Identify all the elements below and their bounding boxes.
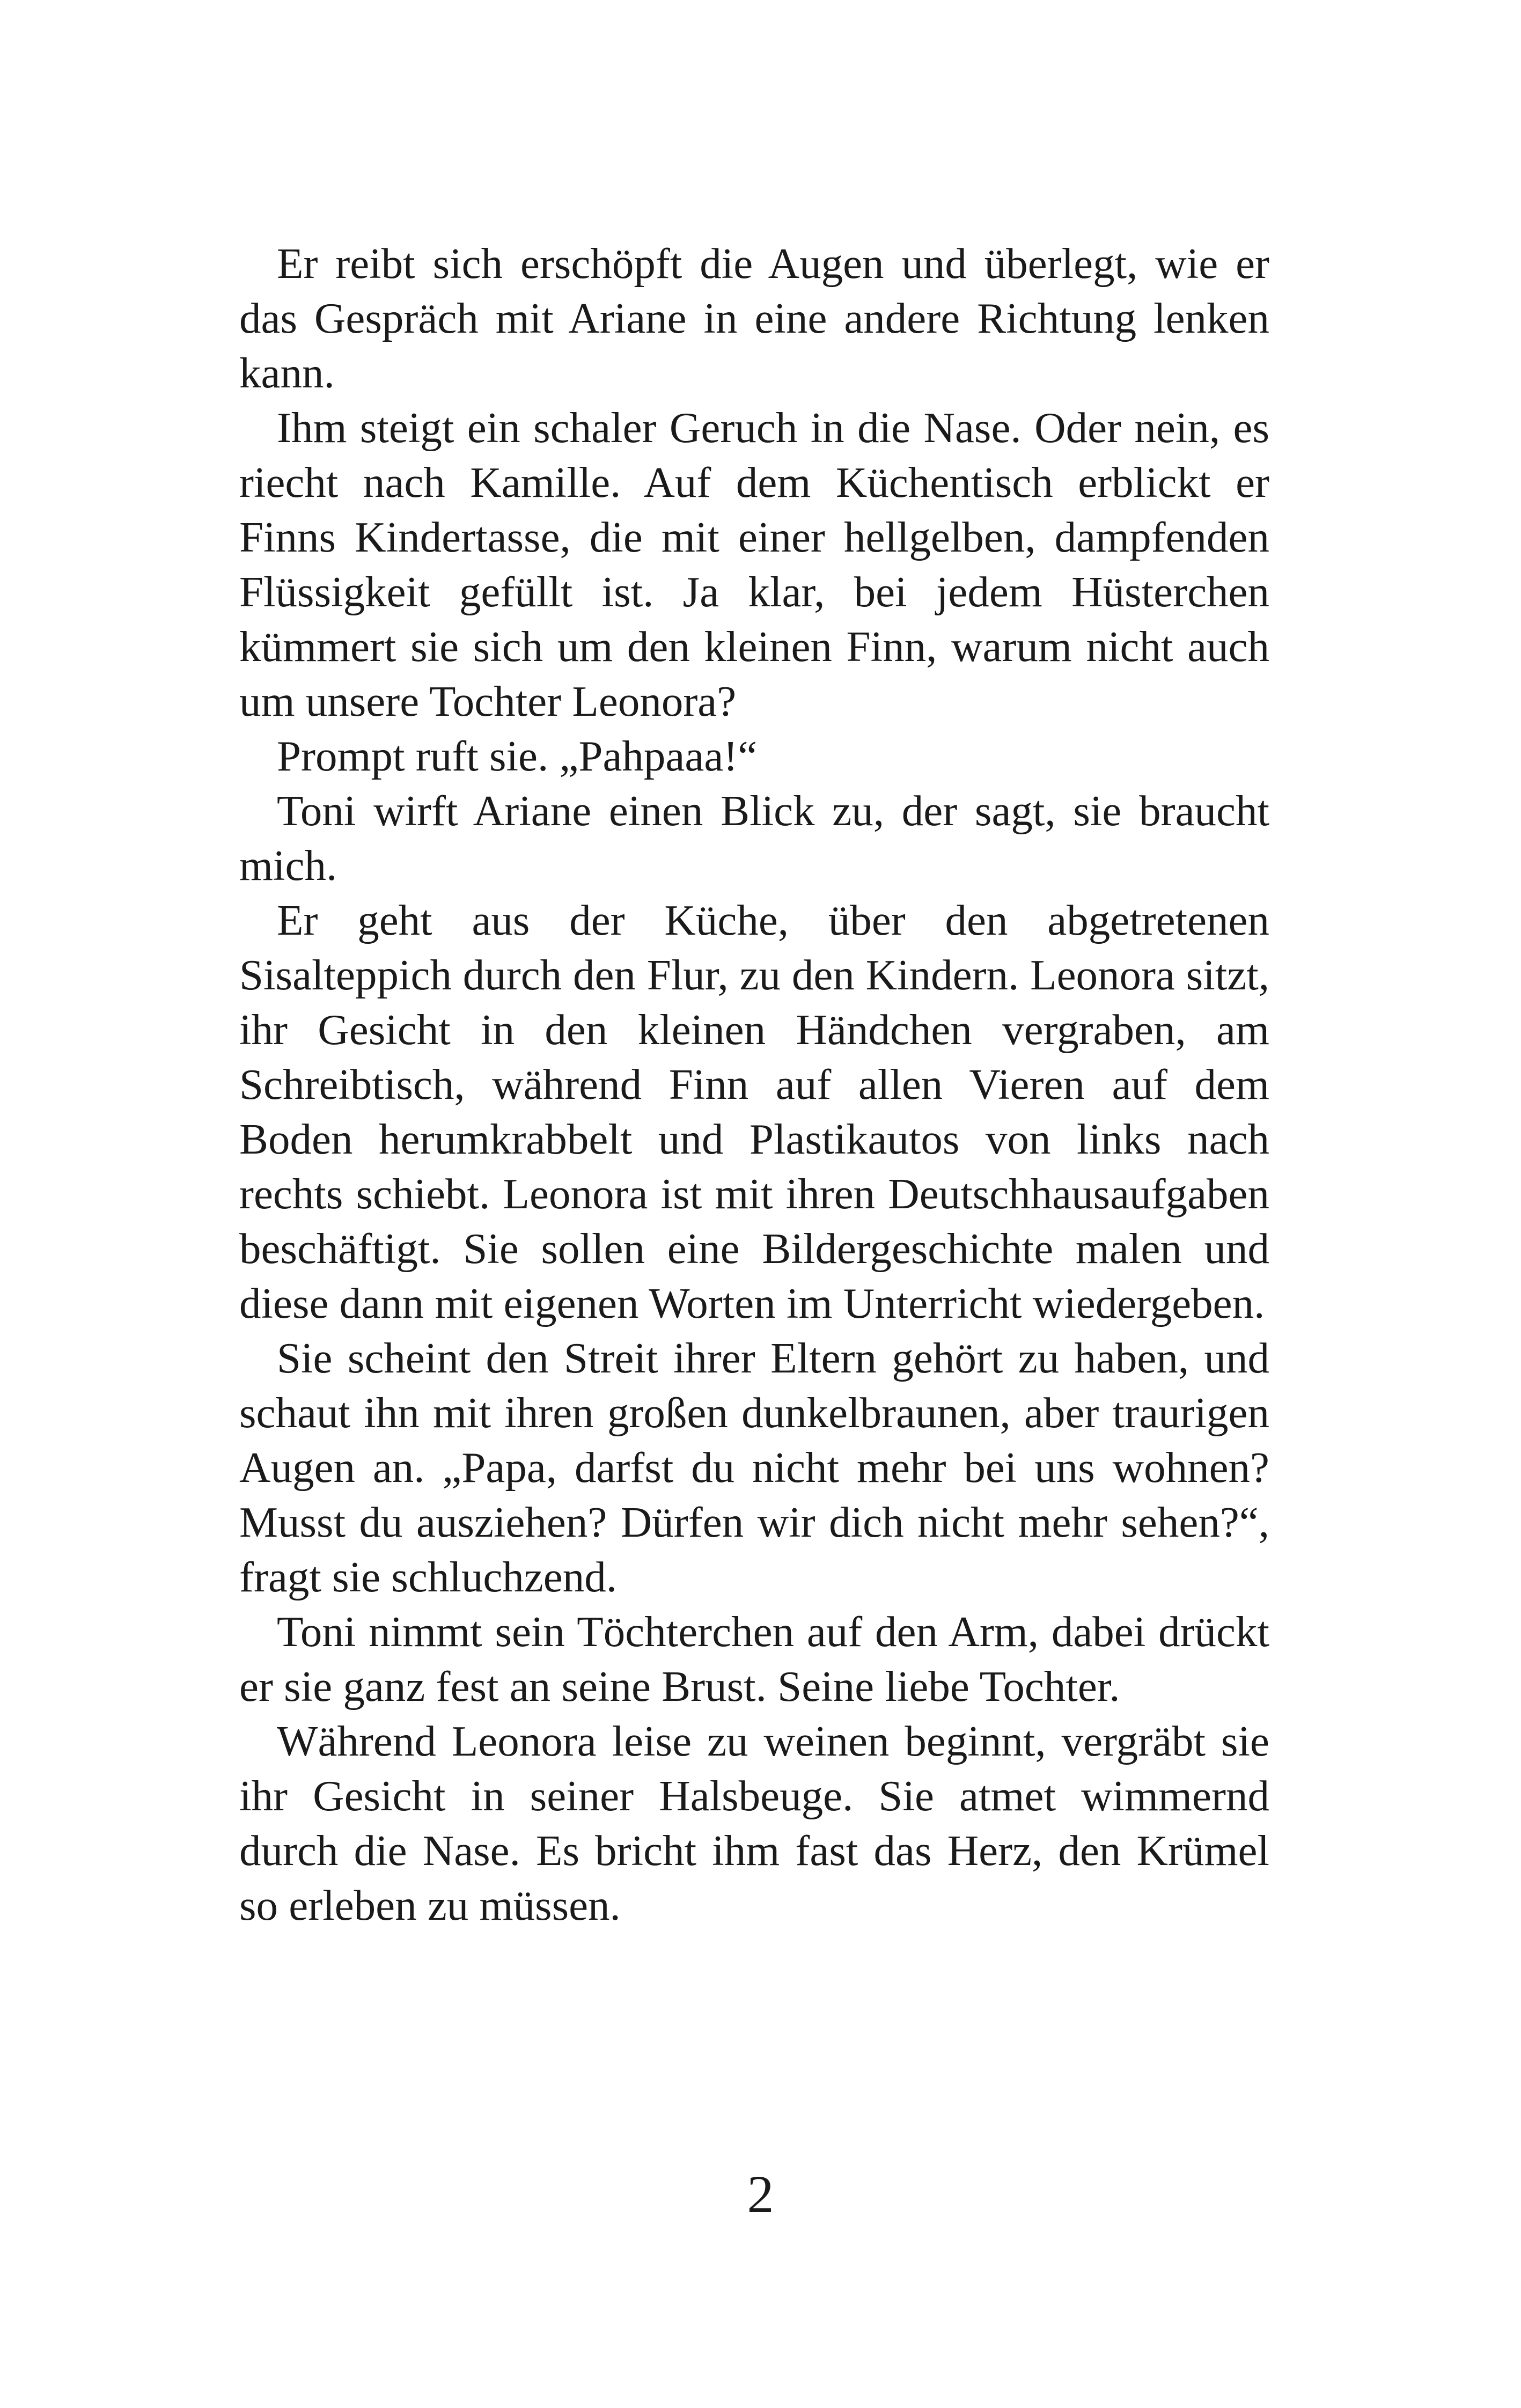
body-text	[239, 236, 1269, 1933]
paragraph-4: Toni wirft Ariane einen Blick zu, der sagt, sie braucht mich.	[239, 787, 1269, 890]
page-number: 2	[747, 2164, 774, 2224]
paragraph-6: Sie scheint den Streit ihrer Eltern gehört zu haben, und schaut ihn mit ihren großen dunkelbraunen, aber traurigen Augen an. „Papa, darfst du nicht mehr bei uns wohnen? Musst du ausziehen? Dürfen wir dich nicht mehr sehen?“, fragt sie schluchzend.	[239, 1334, 1269, 1601]
paragraph-1: Er reibt sich erschöpft die Augen und überlegt, wie er das Gespräch mit Ariane in eine andere Richtung lenken kann.	[239, 239, 1269, 397]
paragraph-7: Toni nimmt sein Töchterchen auf den Arm, dabei drückt er sie ganz fest an seine Brust. Seine liebe Tochter.	[239, 1607, 1269, 1710]
paragraph-8: Während Leonora leise zu weinen beginnt, vergräbt sie ihr Gesicht in seiner Halsbeuge. Sie atmet wimmernd durch die Nase. Es bricht ihm fast das Herz, den Krümel so erleben zu müssen.	[239, 1717, 1269, 1929]
paragraph-5: Er geht aus der Küche, über den abgetretenen Sisalteppich durch den Flur, zu den Kindern. Leonora sitzt, ihr Gesicht in den kleinen Händchen vergraben, am Schreibtisch, während Finn auf allen Vieren auf dem Boden herumkrabbelt und Plastikautos von links nach rechts schiebt. Leonora ist mit ihren Deutschhausaufgaben beschäftigt. Sie sollen eine Bildergeschichte malen und diese dann mit eigenen Worten im Unterricht wiedergeben.	[239, 896, 1269, 1327]
paragraph-2: Ihm steigt ein schaler Geruch in die Nase. Oder nein, es riecht nach Kamille. Auf dem Küchentisch erblickt er Finns Kindertasse, die mit einer hellgelben, dampfenden Flüssigkeit gefüllt ist. Ja klar, bei jedem Hüsterchen kümmert sie sich um den kleinen Finn, warum nicht auch um unsere Tochter Leonora?	[239, 403, 1269, 725]
paragraph-3: Prompt ruft sie. „Pahpaaa!“	[277, 732, 758, 780]
